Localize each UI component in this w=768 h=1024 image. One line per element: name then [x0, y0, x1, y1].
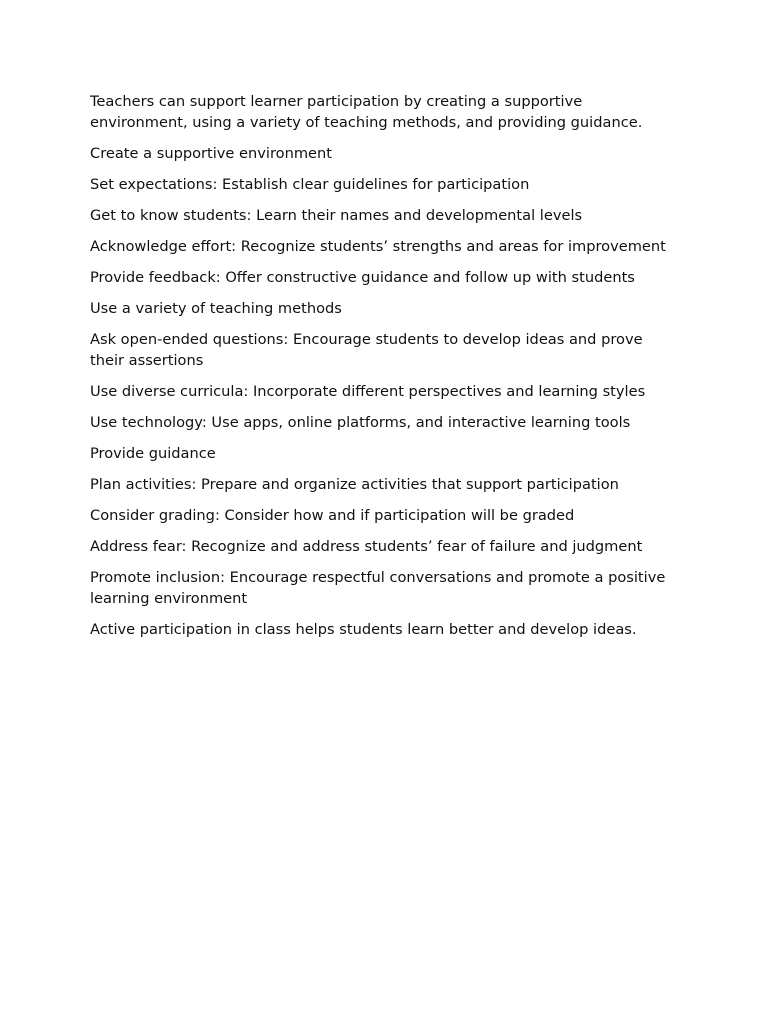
paragraph-use-technology: Use technology: Use apps, online platforms, and interactive learning tools: [90, 414, 631, 431]
paragraph-open-ended-questions: Ask open-ended questions: Encourage students to develop ideas and prove their assertions: [90, 331, 643, 369]
paragraph-set-expectations: Set expectations: Establish clear guidelines for participation: [90, 176, 530, 193]
heading-supportive-environment: Create a supportive environment: [90, 145, 332, 162]
paragraph-consider-grading: Consider grading: Consider how and if participation will be graded: [90, 507, 575, 524]
paragraph-conclusion: Active participation in class helps students learn better and develop ideas.: [90, 621, 637, 638]
paragraph-address-fear: Address fear: Recognize and address students’ fear of failure and judgment: [90, 538, 643, 555]
paragraph-diverse-curricula: Use diverse curricula: Incorporate different perspectives and learning styles: [90, 383, 646, 400]
paragraph-know-students: Get to know students: Learn their names and developmental levels: [90, 207, 583, 224]
paragraph-plan-activities: Plan activities: Prepare and organize activities that support participation: [90, 476, 619, 493]
heading-provide-guidance: Provide guidance: [90, 445, 216, 462]
paragraph-acknowledge-effort: Acknowledge effort: Recognize students’ strengths and areas for improvement: [90, 238, 666, 255]
heading-teaching-methods: Use a variety of teaching methods: [90, 300, 342, 317]
document-body: [90, 91, 676, 650]
paragraph-intro: Teachers can support learner participation by creating a supportive environment, using a variety of teaching methods, and providing guidance.: [90, 93, 643, 131]
paragraph-provide-feedback: Provide feedback: Offer constructive guidance and follow up with students: [90, 269, 635, 286]
paragraph-promote-inclusion: Promote inclusion: Encourage respectful conversations and promote a positive learning environment: [90, 569, 666, 607]
